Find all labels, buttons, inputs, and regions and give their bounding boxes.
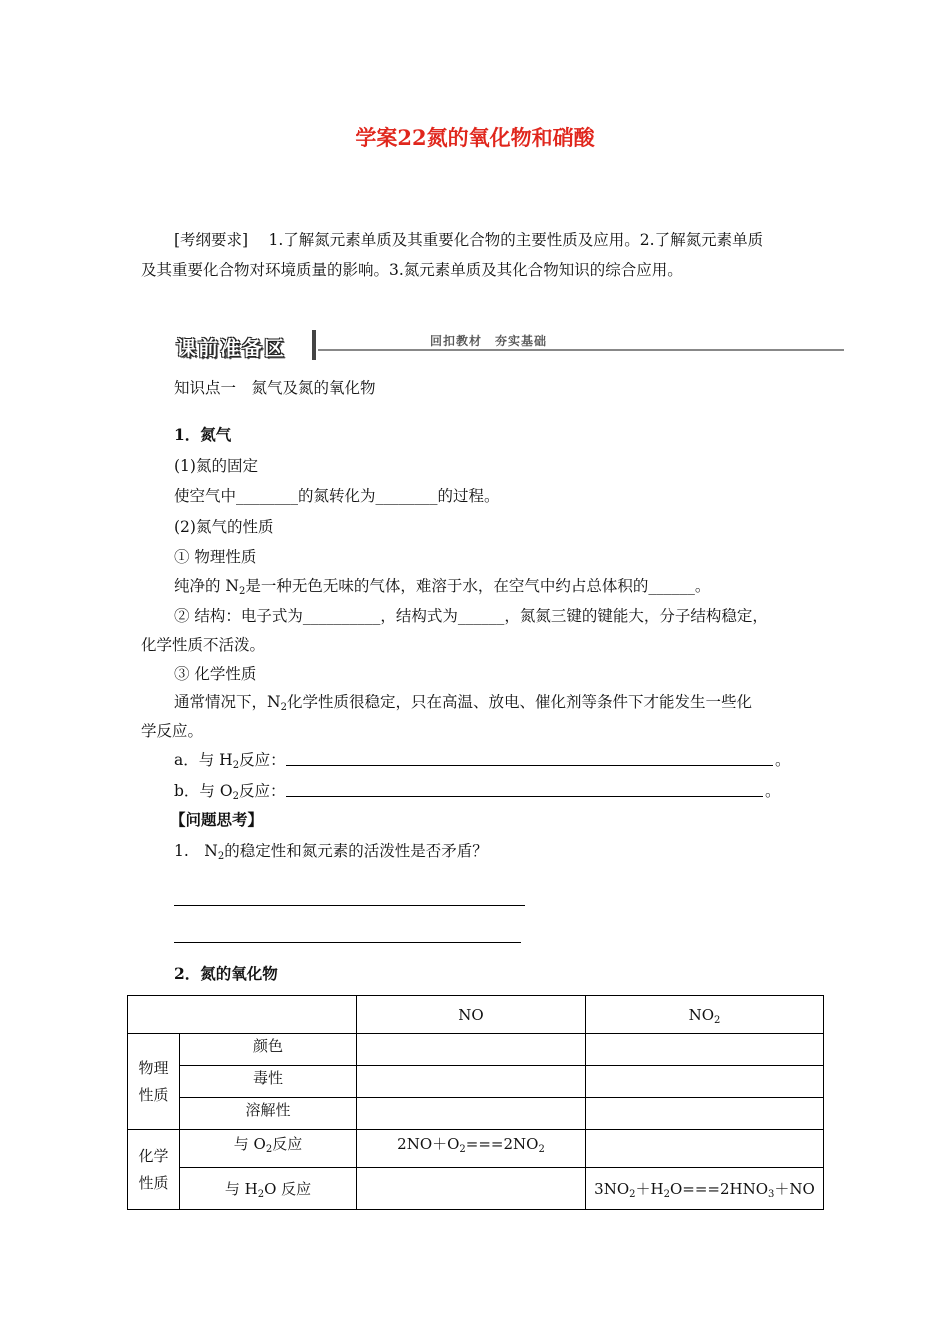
row-color-label: 颜色 (180, 1034, 357, 1066)
question-text: 1. $N_2$的稳定性和氮元素的活泼性是否矛盾？ (174, 842, 488, 862)
react-o2-answer-line (286, 796, 763, 797)
requirements-line-1: [考纲要求] 1.了解氮元素单质及其重要化合物的主要性质及应用。2.了解氮元素单质 (174, 231, 764, 249)
section-subtitle: 回扣教材 夯实基础 (430, 334, 548, 348)
no-toxicity-cell (357, 1066, 586, 1098)
section-banner (172, 328, 844, 362)
chemical-text-2: 学反应。 (141, 722, 204, 740)
physical-text: 纯净的 $N_2$是一种无色无味的气体，难溶于水，在空气中约占总体积的______。 (174, 577, 711, 597)
row-o2-label: 与 $O_2$反应 (180, 1130, 357, 1168)
no2-h2o-equation: $3NO_2+H_2O===2HNO_3+NO$ (586, 1168, 824, 1210)
table-row-h2o-reaction (128, 1168, 824, 1210)
react-o2-period: 。 (765, 782, 781, 800)
oxides-table (127, 995, 824, 1210)
row-solubility-label: 溶解性 (180, 1098, 357, 1130)
knowledge-point-heading: 知识点一 氮气及氮的氧化物 (174, 379, 376, 397)
physical-heading: ① 物理性质 (174, 548, 257, 566)
question-answer-line-2 (174, 942, 521, 943)
fixation-text: 使空气中________的氮转化为________的过程。 (174, 487, 500, 505)
no2-solubility-cell (586, 1098, 824, 1130)
table-row-color (128, 1034, 824, 1066)
physical-properties-group: 物理 性质 (128, 1034, 180, 1130)
react-o2-label: b．与 $O_2$反应： (174, 782, 286, 802)
no-color-cell (357, 1034, 586, 1066)
fixation-heading: (1)氮的固定 (174, 457, 258, 475)
page-title: 学案22氮的氧化物和硝酸 (355, 125, 595, 150)
no-h2o-cell (357, 1168, 586, 1210)
header-no: NO (357, 996, 586, 1034)
no2-o2-cell (586, 1130, 824, 1168)
chemical-properties-group: 化学 性质 (128, 1130, 180, 1210)
question-answer-line-1 (174, 905, 525, 906)
react-h2-label: a．与 $H_2$反应： (174, 751, 286, 771)
no2-toxicity-cell (586, 1066, 824, 1098)
table-header-row (128, 996, 824, 1034)
chemical-heading: ③ 化学性质 (174, 665, 257, 683)
no-o2-equation: $2NO+O_2===2NO_2$ (357, 1130, 586, 1168)
section-divider (312, 330, 316, 360)
nitrogen-heading: 1．氮气 (174, 425, 232, 444)
header-no2: $NO_2$ (586, 996, 824, 1034)
question-heading: 【问题思考】 (170, 810, 264, 829)
requirements-line-2: 及其重要化合物对环境质量的影响。3.氮元素单质及其化合物知识的综合应用。 (141, 261, 683, 279)
row-toxicity-label: 毒性 (180, 1066, 357, 1098)
properties-heading: (2)氮气的性质 (174, 518, 274, 536)
react-h2-answer-line (286, 765, 773, 766)
chemical-text: 通常情况下，$N_2$化学性质很稳定，只在高温、放电、催化剂等条件下才能发生一些化 (174, 693, 752, 713)
structure-text-2: 化学性质不活泼。 (141, 636, 266, 654)
section-title: 课前准备区 (176, 336, 286, 360)
row-h2o-label: 与 $H_2O$ 反应 (180, 1168, 357, 1210)
table-row-solubility (128, 1098, 824, 1130)
no-solubility-cell (357, 1098, 586, 1130)
no2-color-cell (586, 1034, 824, 1066)
oxides-heading: 2．氮的氧化物 (174, 964, 278, 983)
header-empty-cell (128, 996, 357, 1034)
structure-text: ② 结构：电子式为__________，结构式为______，氮氮三键的键能大，分子结构稳定， (174, 607, 768, 625)
table-row-toxicity (128, 1066, 824, 1098)
table-row-o2-reaction (128, 1130, 824, 1168)
react-h2-period: 。 (775, 751, 791, 769)
section-rule (318, 349, 844, 351)
